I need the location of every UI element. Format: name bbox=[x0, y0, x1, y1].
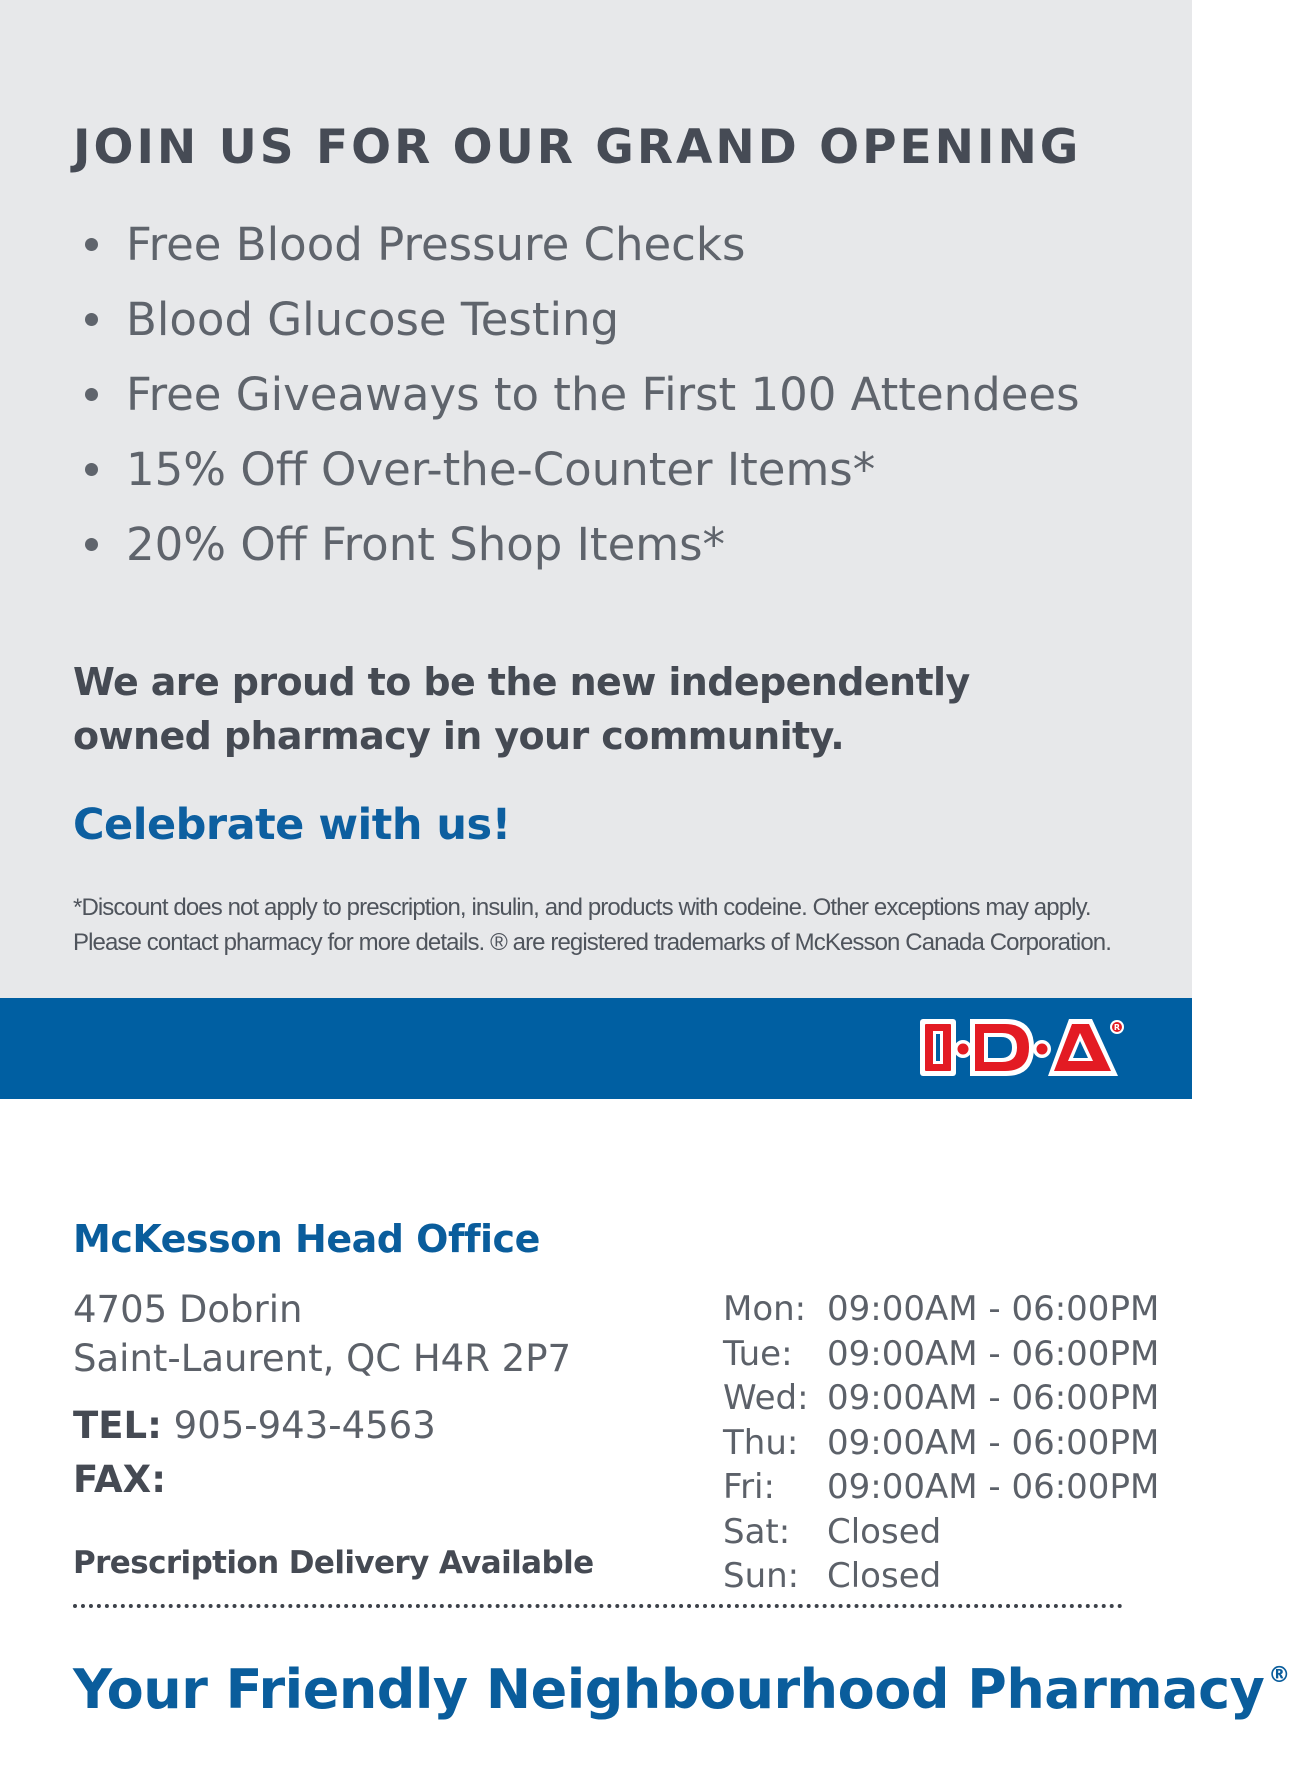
perk-text: 20% Off Front Shop Items* bbox=[126, 518, 726, 571]
dotted-divider bbox=[73, 1604, 1123, 1608]
tel-value: 905-943-4563 bbox=[173, 1404, 436, 1447]
hours-time: 09:00AM - 06:00PM bbox=[827, 1289, 1160, 1329]
registered-mark: ® bbox=[1268, 1663, 1290, 1688]
fax-label: FAX: bbox=[73, 1458, 166, 1501]
perk-text: 15% Off Over-the-Counter Items* bbox=[126, 443, 876, 496]
promo-heading: JOIN US FOR OUR GRAND OPENING bbox=[73, 120, 1082, 175]
hours-row bbox=[723, 1289, 1159, 1334]
bullet-icon bbox=[85, 313, 98, 326]
store-address bbox=[73, 1285, 571, 1383]
bullet-icon bbox=[85, 388, 98, 401]
telephone bbox=[73, 1404, 436, 1447]
perk-item bbox=[85, 507, 1080, 582]
hours-time: 09:00AM - 06:00PM bbox=[827, 1333, 1160, 1374]
bullet-icon bbox=[85, 238, 98, 251]
bullet-icon bbox=[85, 538, 98, 551]
address-line: 4705 Dobrin bbox=[73, 1288, 303, 1331]
perk-item bbox=[85, 207, 1080, 282]
fax bbox=[73, 1458, 166, 1501]
perk-item bbox=[85, 432, 1080, 507]
svg-text:R: R bbox=[1113, 1023, 1121, 1032]
hours-time: Closed bbox=[827, 1511, 942, 1552]
hours-row bbox=[723, 1512, 1159, 1557]
hours-row bbox=[723, 1467, 1159, 1512]
perk-item bbox=[85, 357, 1080, 432]
perk-text: Free Giveaways to the First 100 Attendees bbox=[126, 368, 1080, 421]
hours-day: Tue: bbox=[723, 1333, 793, 1374]
ida-logo bbox=[920, 1016, 1125, 1079]
tel-label: TEL: bbox=[73, 1404, 162, 1447]
address-line: Saint-Laurent, QC H4R 2P7 bbox=[73, 1337, 572, 1380]
hours-day: Sat: bbox=[723, 1511, 791, 1552]
hours-time: 09:00AM - 06:00PM bbox=[827, 1378, 1160, 1418]
hours-time: 09:00AM - 06:00PM bbox=[827, 1422, 1160, 1463]
store-hours bbox=[723, 1289, 1159, 1601]
perk-item bbox=[85, 282, 1080, 357]
bullet-icon bbox=[85, 463, 98, 476]
perks-list bbox=[85, 207, 1080, 582]
hours-row bbox=[723, 1556, 1159, 1601]
perk-text: Free Blood Pressure Checks bbox=[126, 218, 746, 271]
hours-time: Closed bbox=[827, 1556, 942, 1596]
hours-day: Mon: bbox=[723, 1289, 807, 1329]
hours-row bbox=[723, 1423, 1159, 1468]
perk-text: Blood Glucose Testing bbox=[126, 293, 620, 346]
delivery-note: Prescription Delivery Available bbox=[73, 1545, 594, 1581]
tagline-text: Your Friendly Neighbourhood Pharmacy bbox=[73, 1658, 1265, 1721]
hours-row bbox=[723, 1378, 1159, 1423]
store-name: McKesson Head Office bbox=[73, 1217, 540, 1261]
hours-row bbox=[723, 1334, 1159, 1379]
hours-day: Thu: bbox=[723, 1422, 799, 1463]
disclaimer bbox=[73, 890, 1133, 960]
hours-day: Fri: bbox=[723, 1467, 775, 1507]
proud-statement: We are proud to be the new independently owned pharmacy in your community. bbox=[73, 660, 970, 758]
hours-day: Wed: bbox=[723, 1378, 809, 1418]
tagline bbox=[73, 1658, 1290, 1721]
celebrate-text: Celebrate with us! bbox=[73, 800, 511, 850]
hours-time: 09:00AM - 06:00PM bbox=[827, 1467, 1160, 1507]
disclaimer-line: Please contact pharmacy for more details. ® are registered trademarks of McKesson Canada Corporation. bbox=[73, 929, 1111, 956]
hours-day: Sun: bbox=[723, 1556, 800, 1596]
disclaimer-line: *Discount does not apply to prescription, insulin, and products with codeine. Other exceptions may apply. bbox=[73, 894, 1091, 921]
